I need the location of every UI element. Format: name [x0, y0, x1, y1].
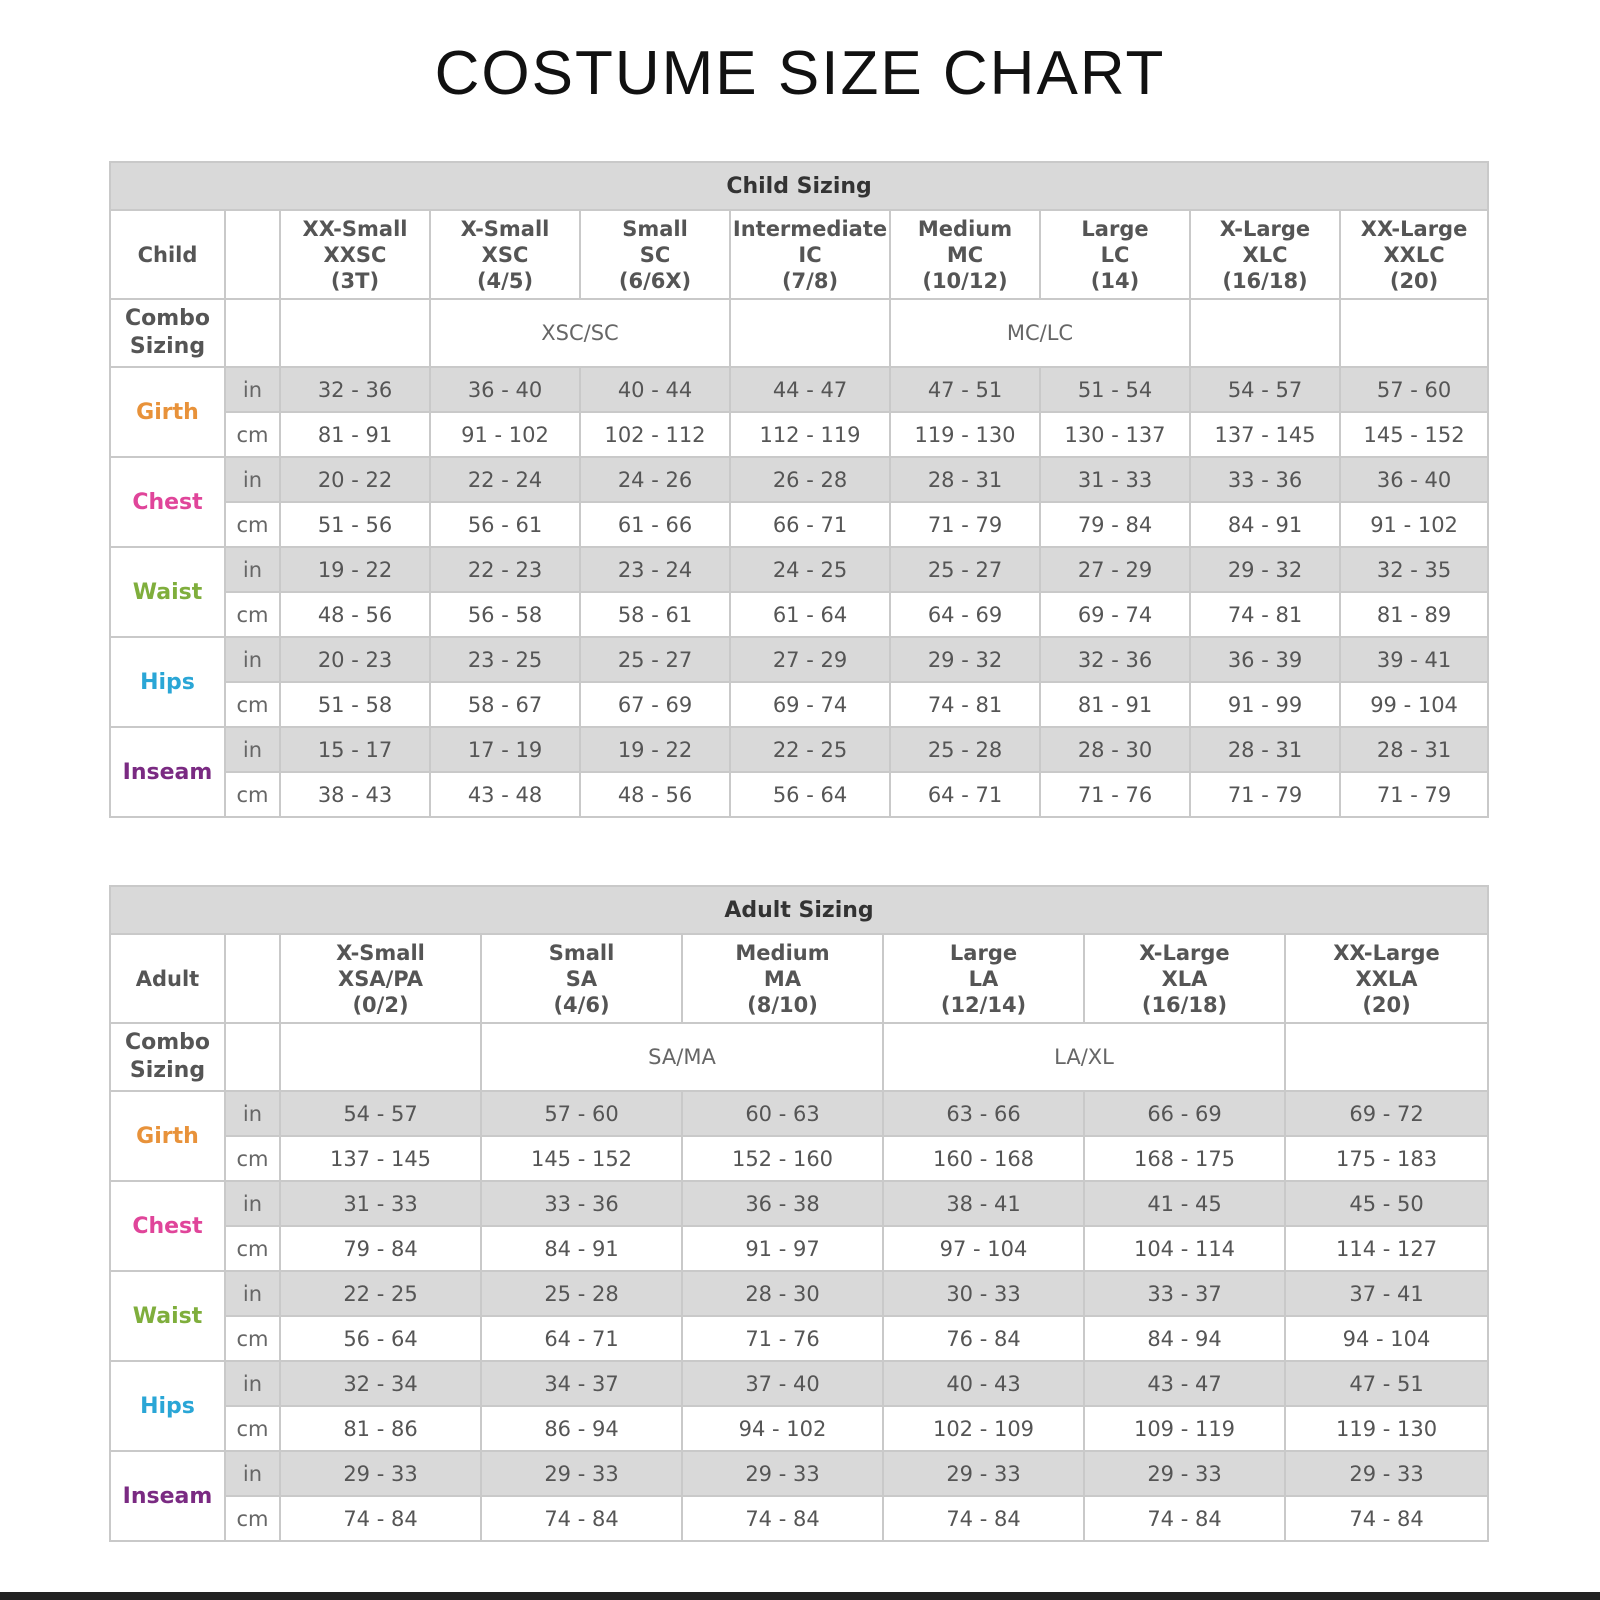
size-name: Large [949, 940, 1018, 965]
size-value-cell: 20 - 23 [280, 637, 430, 682]
unit-label: cm [225, 1316, 280, 1361]
size-code: XXLA [1355, 966, 1418, 991]
size-value-cell: 30 - 33 [883, 1271, 1084, 1316]
size-value-cell: 24 - 25 [730, 547, 890, 592]
measurement-label: Girth [110, 367, 225, 457]
size-value-cell: 58 - 61 [580, 592, 730, 637]
size-value-cell: 112 - 119 [730, 412, 890, 457]
size-code: XLA [1161, 966, 1208, 991]
size-header-row [110, 210, 1488, 299]
size-value-cell: 39 - 41 [1340, 637, 1488, 682]
size-value-cell: 28 - 30 [1040, 727, 1190, 772]
adult-size-table [109, 885, 1489, 1542]
size-value-cell: 44 - 47 [730, 367, 890, 412]
size-value-cell: 74 - 84 [1084, 1496, 1285, 1541]
size-range: (0/2) [352, 992, 409, 1017]
size-value-cell: 51 - 58 [280, 682, 430, 727]
size-value-cell: 66 - 69 [1084, 1091, 1285, 1136]
size-value-cell: 48 - 56 [280, 592, 430, 637]
size-value-cell: 137 - 145 [1190, 412, 1340, 457]
size-value-cell: 45 - 50 [1285, 1181, 1488, 1226]
size-value-cell: 33 - 37 [1084, 1271, 1285, 1316]
combo-sizing-row [110, 1023, 1488, 1091]
unit-label: cm [225, 1226, 280, 1271]
size-range: (20) [1362, 992, 1411, 1017]
size-value-cell: 74 - 84 [280, 1496, 481, 1541]
size-header [730, 210, 890, 299]
size-value-cell: 104 - 114 [1084, 1226, 1285, 1271]
combo-label-line: Sizing [129, 334, 206, 359]
size-name: Medium [735, 940, 830, 965]
size-value-cell: 86 - 94 [481, 1406, 682, 1451]
size-value-cell: 56 - 58 [430, 592, 580, 637]
size-name: Large [1081, 216, 1149, 241]
size-value-cell: 36 - 39 [1190, 637, 1340, 682]
size-value-cell: 71 - 76 [1040, 772, 1190, 817]
size-header-row [110, 934, 1488, 1023]
measurement-label: Chest [110, 1181, 225, 1271]
size-value-cell: 29 - 32 [890, 637, 1040, 682]
measurement-label: Hips [110, 637, 225, 727]
size-value-cell: 130 - 137 [1040, 412, 1190, 457]
size-value-cell: 145 - 152 [481, 1136, 682, 1181]
size-value-cell: 99 - 104 [1340, 682, 1488, 727]
measurement-label: Chest [110, 457, 225, 547]
size-range: (8/10) [747, 992, 818, 1017]
unit-label: cm [225, 772, 280, 817]
size-value-cell: 32 - 36 [1040, 637, 1190, 682]
size-value-cell: 74 - 81 [1190, 592, 1340, 637]
measurement-row-girth-in [110, 1091, 1488, 1136]
size-value-cell: 84 - 94 [1084, 1316, 1285, 1361]
combo-size: LA/XL [883, 1023, 1285, 1091]
size-value-cell: 51 - 56 [280, 502, 430, 547]
size-value-cell: 56 - 61 [430, 502, 580, 547]
measurement-label: Waist [110, 547, 225, 637]
combo-sizing-label [110, 299, 225, 367]
size-name: XX-Large [1360, 216, 1468, 241]
measurement-row-chest-cm [110, 1226, 1488, 1271]
size-value-cell: 28 - 31 [890, 457, 1040, 502]
combo-label-line: Sizing [129, 1058, 206, 1083]
size-value-cell: 63 - 66 [883, 1091, 1084, 1136]
measurement-label: Waist [110, 1271, 225, 1361]
size-code: XLC [1242, 242, 1288, 267]
size-range: (20) [1389, 268, 1439, 293]
size-header [430, 210, 580, 299]
measurement-row-girth-cm [110, 412, 1488, 457]
combo-blank [225, 1023, 280, 1091]
size-value-cell: 27 - 29 [1040, 547, 1190, 592]
size-value-cell: 66 - 71 [730, 502, 890, 547]
size-name: X-Small [336, 940, 425, 965]
size-name: Small [548, 940, 615, 965]
measurement-row-chest-cm [110, 502, 1488, 547]
size-header [280, 934, 481, 1023]
size-range: (12/14) [940, 992, 1027, 1017]
size-value-cell: 81 - 86 [280, 1406, 481, 1451]
size-value-cell: 17 - 19 [430, 727, 580, 772]
measurement-label: Hips [110, 1361, 225, 1451]
child-measurements [110, 367, 1488, 817]
size-header [1084, 934, 1285, 1023]
size-value-cell: 56 - 64 [730, 772, 890, 817]
size-value-cell: 36 - 40 [1340, 457, 1488, 502]
measurement-row-inseam-in [110, 1451, 1488, 1496]
size-code: XXLC [1383, 242, 1445, 267]
size-value-cell: 29 - 32 [1190, 547, 1340, 592]
size-value-cell: 119 - 130 [1285, 1406, 1488, 1451]
size-value-cell: 19 - 22 [580, 727, 730, 772]
unit-label: in [225, 727, 280, 772]
unit-label: cm [225, 502, 280, 547]
size-value-cell: 58 - 67 [430, 682, 580, 727]
size-value-cell: 31 - 33 [280, 1181, 481, 1226]
unit-label: cm [225, 592, 280, 637]
measurement-row-inseam-in [110, 727, 1488, 772]
size-value-cell: 94 - 104 [1285, 1316, 1488, 1361]
size-value-cell: 102 - 112 [580, 412, 730, 457]
combo-size: XSC/SC [430, 299, 730, 367]
size-name: Small [622, 216, 688, 241]
size-header [1340, 210, 1488, 299]
size-value-cell: 29 - 33 [682, 1451, 883, 1496]
size-value-cell: 22 - 24 [430, 457, 580, 502]
unit-label: cm [225, 1136, 280, 1181]
size-value-cell: 74 - 84 [481, 1496, 682, 1541]
size-code: LA [968, 966, 999, 991]
size-value-cell: 64 - 69 [890, 592, 1040, 637]
size-header [1285, 934, 1488, 1023]
measurement-row-waist-in [110, 547, 1488, 592]
unit-label: in [225, 1451, 280, 1496]
size-value-cell: 175 - 183 [1285, 1136, 1488, 1181]
measurement-row-waist-in [110, 1271, 1488, 1316]
size-value-cell: 32 - 34 [280, 1361, 481, 1406]
size-value-cell: 64 - 71 [890, 772, 1040, 817]
size-name: X-Small [460, 216, 550, 241]
unit-header-blank [225, 210, 280, 299]
unit-label: in [225, 367, 280, 412]
size-value-cell: 81 - 91 [280, 412, 430, 457]
table-caption: Adult Sizing [110, 886, 1488, 934]
combo-blank [730, 299, 890, 367]
size-value-cell: 20 - 22 [280, 457, 430, 502]
size-value-cell: 91 - 97 [682, 1226, 883, 1271]
size-value-cell: 23 - 24 [580, 547, 730, 592]
size-value-cell: 22 - 23 [430, 547, 580, 592]
size-code: XSA/PA [338, 966, 423, 991]
size-value-cell: 34 - 37 [481, 1361, 682, 1406]
size-code: IC [798, 242, 822, 267]
size-value-cell: 84 - 91 [1190, 502, 1340, 547]
measurement-row-hips-in [110, 637, 1488, 682]
size-code: SC [639, 242, 671, 267]
size-value-cell: 91 - 102 [430, 412, 580, 457]
size-value-cell: 22 - 25 [730, 727, 890, 772]
size-value-cell: 31 - 33 [1040, 457, 1190, 502]
measurement-label: Inseam [110, 727, 225, 817]
size-value-cell: 26 - 28 [730, 457, 890, 502]
size-value-cell: 81 - 91 [1040, 682, 1190, 727]
size-header [1190, 210, 1340, 299]
size-name: XX-Large [1333, 940, 1440, 965]
size-value-cell: 23 - 25 [430, 637, 580, 682]
size-value-cell: 91 - 99 [1190, 682, 1340, 727]
size-value-cell: 27 - 29 [730, 637, 890, 682]
size-header [883, 934, 1084, 1023]
size-value-cell: 74 - 84 [682, 1496, 883, 1541]
size-value-cell: 29 - 33 [1285, 1451, 1488, 1496]
size-value-cell: 43 - 47 [1084, 1361, 1285, 1406]
size-name: XX-Small [302, 216, 408, 241]
size-value-cell: 47 - 51 [890, 367, 1040, 412]
measurement-row-waist-cm [110, 1316, 1488, 1361]
unit-header-blank [225, 934, 280, 1023]
size-code: SA [565, 966, 598, 991]
combo-label-line: Combo [124, 306, 211, 331]
size-value-cell: 15 - 17 [280, 727, 430, 772]
size-value-cell: 24 - 26 [580, 457, 730, 502]
size-value-cell: 40 - 43 [883, 1361, 1084, 1406]
size-value-cell: 74 - 81 [890, 682, 1040, 727]
measurement-row-waist-cm [110, 592, 1488, 637]
combo-blank [280, 1023, 481, 1091]
size-value-cell: 38 - 43 [280, 772, 430, 817]
combo-sizing-label [110, 1023, 225, 1091]
child-size-table [109, 161, 1489, 818]
size-header [481, 934, 682, 1023]
size-range: (10/12) [922, 268, 1008, 293]
combo-size: SA/MA [481, 1023, 883, 1091]
size-range: (7/8) [781, 268, 839, 293]
unit-label: cm [225, 1496, 280, 1541]
size-value-cell: 152 - 160 [682, 1136, 883, 1181]
size-value-cell: 56 - 64 [280, 1316, 481, 1361]
page-title: COSTUME SIZE CHART [434, 39, 1166, 108]
measurement-row-inseam-cm [110, 772, 1488, 817]
unit-label: in [225, 1271, 280, 1316]
size-value-cell: 28 - 31 [1190, 727, 1340, 772]
size-range: (4/5) [476, 268, 534, 293]
size-value-cell: 67 - 69 [580, 682, 730, 727]
size-name: Intermediate [732, 216, 888, 241]
size-value-cell: 40 - 44 [580, 367, 730, 412]
size-value-cell: 32 - 35 [1340, 547, 1488, 592]
size-range: (4/6) [553, 992, 610, 1017]
size-code: LC [1100, 242, 1130, 267]
combo-blank [1340, 299, 1488, 367]
size-value-cell: 19 - 22 [280, 547, 430, 592]
size-value-cell: 137 - 145 [280, 1136, 481, 1181]
unit-label: cm [225, 682, 280, 727]
size-range: (16/18) [1141, 992, 1228, 1017]
size-code: MC [946, 242, 984, 267]
size-range: (16/18) [1222, 268, 1308, 293]
size-value-cell: 168 - 175 [1084, 1136, 1285, 1181]
measurement-row-hips-in [110, 1361, 1488, 1406]
combo-sizing-row [110, 299, 1488, 367]
size-value-cell: 61 - 64 [730, 592, 890, 637]
size-value-cell: 38 - 41 [883, 1181, 1084, 1226]
size-code: XSC [481, 242, 529, 267]
size-value-cell: 25 - 28 [890, 727, 1040, 772]
size-value-cell: 114 - 127 [1285, 1226, 1488, 1271]
adult-measurements [110, 1091, 1488, 1541]
size-value-cell: 97 - 104 [883, 1226, 1084, 1271]
corner-label: Adult [110, 934, 225, 1023]
size-value-cell: 60 - 63 [682, 1091, 883, 1136]
size-value-cell: 160 - 168 [883, 1136, 1084, 1181]
size-range: (14) [1090, 268, 1140, 293]
size-value-cell: 22 - 25 [280, 1271, 481, 1316]
size-value-cell: 25 - 27 [580, 637, 730, 682]
size-value-cell: 81 - 89 [1340, 592, 1488, 637]
size-value-cell: 36 - 40 [430, 367, 580, 412]
size-value-cell: 57 - 60 [1340, 367, 1488, 412]
size-value-cell: 51 - 54 [1040, 367, 1190, 412]
size-value-cell: 119 - 130 [890, 412, 1040, 457]
unit-label: cm [225, 412, 280, 457]
size-value-cell: 64 - 71 [481, 1316, 682, 1361]
unit-label: in [225, 547, 280, 592]
size-value-cell: 109 - 119 [1084, 1406, 1285, 1451]
size-value-cell: 84 - 91 [481, 1226, 682, 1271]
size-header [682, 934, 883, 1023]
size-value-cell: 69 - 72 [1285, 1091, 1488, 1136]
size-value-cell: 69 - 74 [730, 682, 890, 727]
size-value-cell: 91 - 102 [1340, 502, 1488, 547]
unit-label: in [225, 1091, 280, 1136]
combo-size: MC/LC [890, 299, 1190, 367]
corner-label: Child [110, 210, 225, 299]
unit-label: in [225, 1361, 280, 1406]
size-value-cell: 48 - 56 [580, 772, 730, 817]
size-value-cell: 32 - 36 [280, 367, 430, 412]
measurement-label: Girth [110, 1091, 225, 1181]
size-value-cell: 54 - 57 [280, 1091, 481, 1136]
size-value-cell: 71 - 76 [682, 1316, 883, 1361]
size-value-cell: 37 - 40 [682, 1361, 883, 1406]
measurement-row-girth-in [110, 367, 1488, 412]
size-value-cell: 29 - 33 [883, 1451, 1084, 1496]
bottom-border [0, 1592, 1600, 1600]
size-value-cell: 79 - 84 [1040, 502, 1190, 547]
size-value-cell: 94 - 102 [682, 1406, 883, 1451]
size-range: (3T) [330, 268, 380, 293]
size-value-cell: 71 - 79 [890, 502, 1040, 547]
size-header [890, 210, 1040, 299]
size-value-cell: 76 - 84 [883, 1316, 1084, 1361]
size-value-cell: 74 - 84 [1285, 1496, 1488, 1541]
size-header [1040, 210, 1190, 299]
size-value-cell: 71 - 79 [1190, 772, 1340, 817]
measurement-row-inseam-cm [110, 1496, 1488, 1541]
combo-blank [225, 299, 280, 367]
combo-blank [1190, 299, 1340, 367]
measurement-row-chest-in [110, 457, 1488, 502]
size-value-cell: 71 - 79 [1340, 772, 1488, 817]
size-value-cell: 61 - 66 [580, 502, 730, 547]
size-value-cell: 41 - 45 [1084, 1181, 1285, 1226]
size-value-cell: 54 - 57 [1190, 367, 1340, 412]
size-value-cell: 43 - 48 [430, 772, 580, 817]
size-value-cell: 25 - 28 [481, 1271, 682, 1316]
size-value-cell: 29 - 33 [1084, 1451, 1285, 1496]
size-code: XXSC [323, 242, 387, 267]
measurement-row-hips-cm [110, 682, 1488, 727]
size-value-cell: 25 - 27 [890, 547, 1040, 592]
measurement-label: Inseam [110, 1451, 225, 1541]
size-header [280, 210, 430, 299]
unit-label: cm [225, 1406, 280, 1451]
size-range: (6/6X) [618, 268, 692, 293]
size-value-cell: 145 - 152 [1340, 412, 1488, 457]
unit-label: in [225, 457, 280, 502]
table-caption: Child Sizing [110, 162, 1488, 210]
size-header [580, 210, 730, 299]
size-value-cell: 33 - 36 [1190, 457, 1340, 502]
size-value-cell: 74 - 84 [883, 1496, 1084, 1541]
size-value-cell: 79 - 84 [280, 1226, 481, 1271]
combo-blank [280, 299, 430, 367]
size-name: X-Large [1219, 216, 1311, 241]
measurement-row-hips-cm [110, 1406, 1488, 1451]
size-code: MA [763, 966, 802, 991]
size-value-cell: 29 - 33 [280, 1451, 481, 1496]
size-value-cell: 33 - 36 [481, 1181, 682, 1226]
size-value-cell: 29 - 33 [481, 1451, 682, 1496]
size-value-cell: 69 - 74 [1040, 592, 1190, 637]
unit-label: in [225, 637, 280, 682]
measurement-row-chest-in [110, 1181, 1488, 1226]
unit-label: in [225, 1181, 280, 1226]
size-name: X-Large [1139, 940, 1230, 965]
measurement-row-girth-cm [110, 1136, 1488, 1181]
size-value-cell: 37 - 41 [1285, 1271, 1488, 1316]
size-value-cell: 57 - 60 [481, 1091, 682, 1136]
combo-blank [1285, 1023, 1488, 1091]
size-value-cell: 36 - 38 [682, 1181, 883, 1226]
size-value-cell: 28 - 31 [1340, 727, 1488, 772]
combo-label-line: Combo [124, 1030, 211, 1055]
size-value-cell: 102 - 109 [883, 1406, 1084, 1451]
size-name: Medium [917, 216, 1013, 241]
size-value-cell: 47 - 51 [1285, 1361, 1488, 1406]
size-value-cell: 28 - 30 [682, 1271, 883, 1316]
